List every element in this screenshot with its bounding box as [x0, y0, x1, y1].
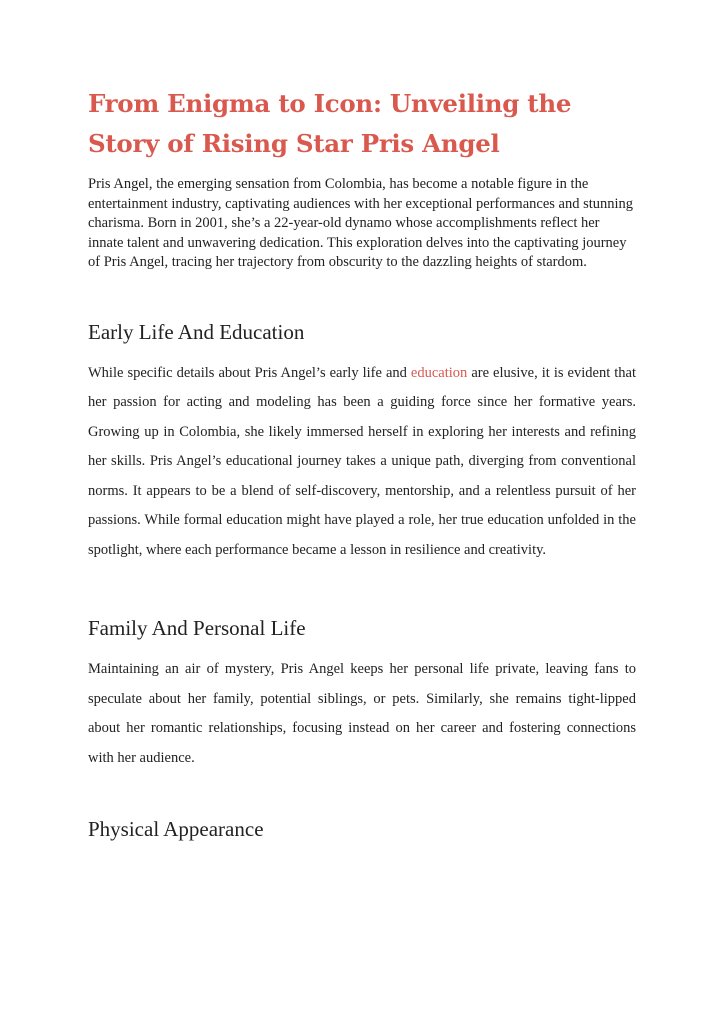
section-heading-family: Family And Personal Life [88, 616, 306, 641]
section-paragraph-early-life [88, 359, 636, 566]
article-intro: Pris Angel, the emerging sensation from Colombia, has become a notable figure in the entertainment industry, captivating audiences with her exceptional performances and stunning charisma. Born in 2001, she’s a 22-year-old dynamo whose accomplishments reflect her innate talent and unwavering dedication. This exploration delves into the captivating journey of Pris Angel, tracing her trajectory from obscurity to the dazzling heights of stardom. [88, 176, 634, 271]
article-title: From Enigma to Icon: Unveiling the Story of Rising Star Pris Angel [88, 89, 572, 158]
section-heading-physical-appearance: Physical Appearance [88, 817, 264, 842]
section-heading-early-life: Early Life And Education [88, 319, 305, 344]
paragraph-text: While specific details about Pris Angel’s early life and [88, 364, 411, 381]
education-link[interactable]: education [410, 364, 468, 381]
article [88, 84, 636, 842]
section-paragraph-family: Maintaining an air of mystery, Pris Angel keeps her personal life private, leaving fans to speculate about her family, potential siblings, or pets. Similarly, she remains tight-lipped about her romantic relationships, focusing instead on her career and fostering connections with her audience. [88, 661, 636, 766]
paragraph-text: are elusive, it is evident that her passion for acting and modeling has been a guiding force since her formative years. Growing up in Colombia, she likely immersed herself in exploring her interests and refining her skills. Pris Angel’s educational journey takes a unique path, diverging from conventional norms. It appears to be a blend of self-discovery, mentorship, and a relentless pursuit of her passions. While formal education might have played a role, her true education unfolded in the spotlight, where each performance became a lesson in resilience and creativity. [88, 364, 637, 558]
